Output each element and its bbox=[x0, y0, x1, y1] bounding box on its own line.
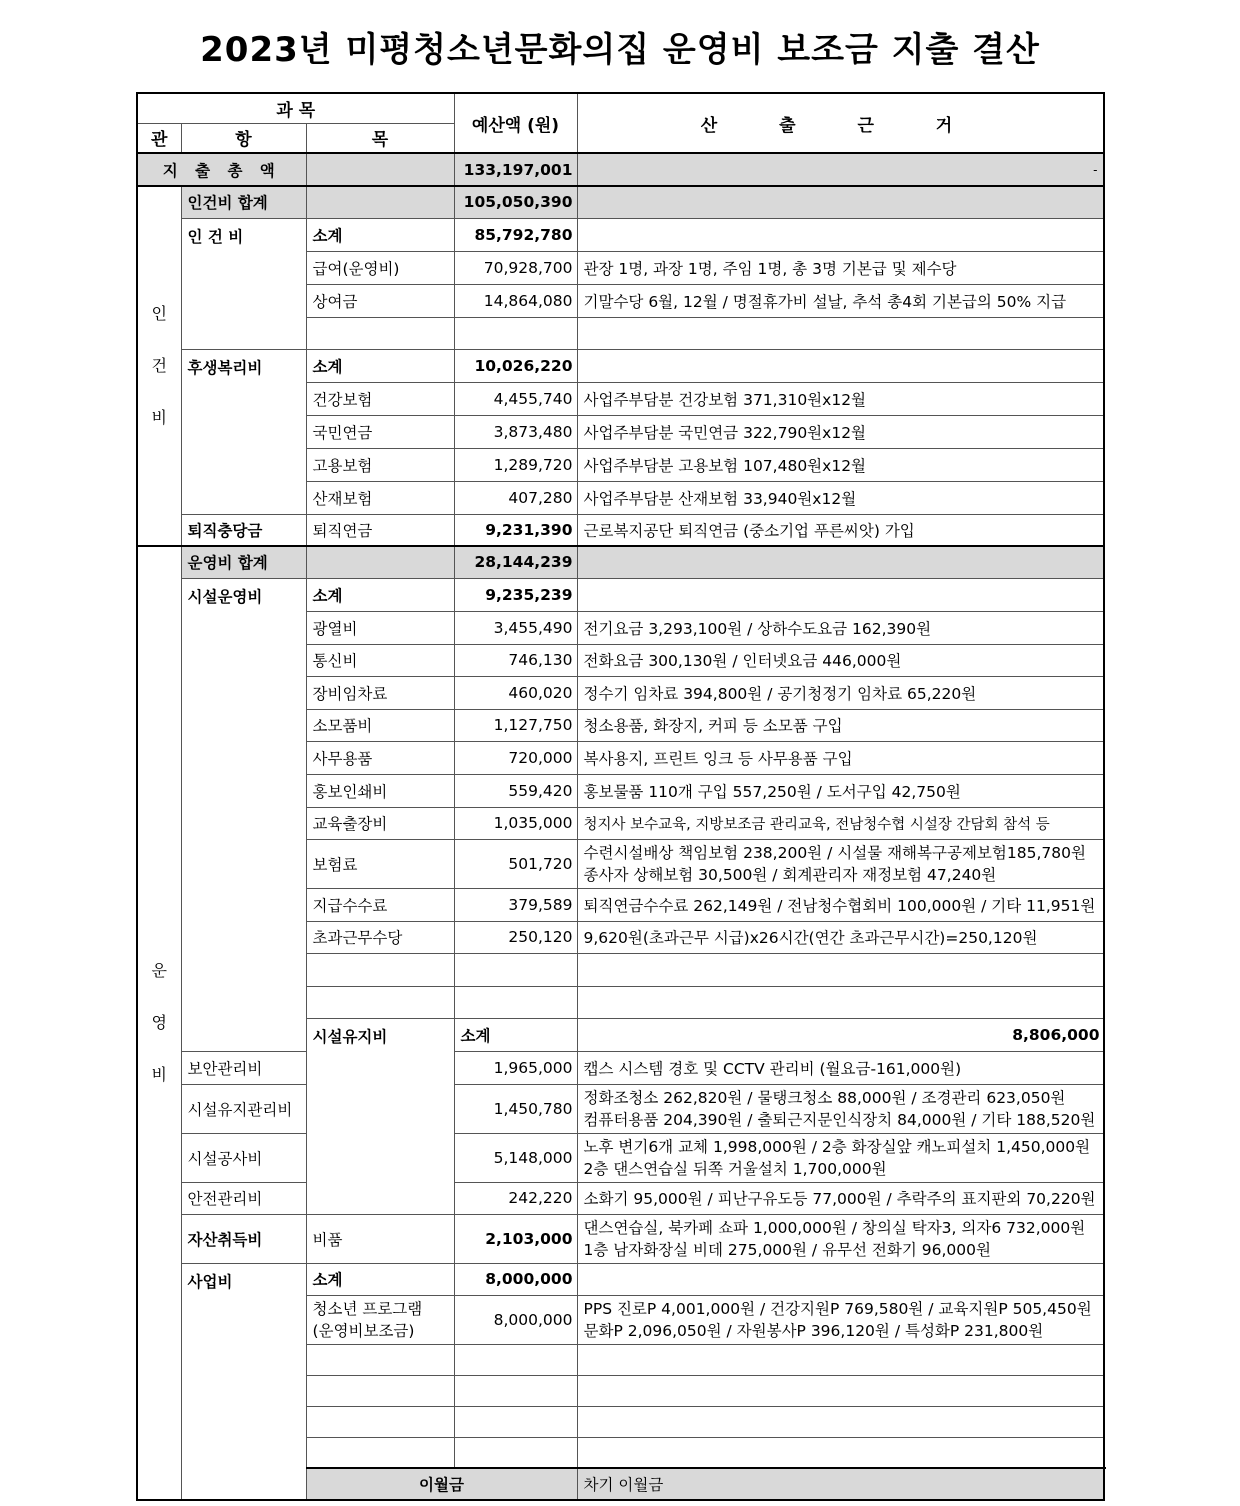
mok-subtotal: 소계 bbox=[306, 1263, 454, 1295]
amount-cell: 460,020 bbox=[454, 676, 577, 709]
table-row bbox=[137, 1051, 1104, 1084]
mok-cell: 홍보인쇄비 bbox=[306, 774, 454, 807]
basis-line: 1층 남자화장실 비데 275,000원 / 유무선 전화기 96,000원 bbox=[583, 1240, 991, 1259]
basis-line: 종사자 상해보험 30,500원 / 회계관리자 재정보험 47,240원 bbox=[583, 865, 997, 884]
table-row bbox=[137, 1182, 1104, 1214]
mok-cell: 급여(운영비) bbox=[306, 251, 454, 284]
total-row bbox=[137, 153, 1104, 186]
amount-cell: 250,120 bbox=[454, 921, 577, 953]
mok-cell: 지급수수료 bbox=[306, 888, 454, 921]
amount-cell: 70,928,700 bbox=[454, 251, 577, 284]
basis-cell: 전기요금 3,293,100원 / 상하수도요금 162,390원 bbox=[577, 611, 1104, 644]
mok-cell: 상여금 bbox=[306, 284, 454, 317]
mok-subtotal: 소계 bbox=[454, 1018, 577, 1051]
basis-cell: 캡스 시스템 경호 및 CCTV 관리비 (월요금-161,000원) bbox=[577, 1051, 1104, 1084]
assets-amount: 2,103,000 bbox=[454, 1214, 577, 1263]
mok-cell: 시설공사비 bbox=[181, 1133, 306, 1182]
salary-subtotal: 85,792,780 bbox=[454, 218, 577, 251]
mok-line: 청소년 프로그램 bbox=[312, 1299, 423, 1318]
facility-maint-subtotal: 8,806,000 bbox=[577, 1018, 1104, 1051]
mok-cell: 광열비 bbox=[306, 611, 454, 644]
basis-cell: 관장 1명, 과장 1명, 주임 1명, 총 3명 기본급 및 제수당 bbox=[577, 251, 1104, 284]
basis-cell: 근로복지공단 퇴직연금 (중소기업 푸른씨앗) 가입 bbox=[577, 514, 1104, 546]
mok-cell: 보험료 bbox=[306, 839, 454, 888]
basis-cell: 전화요금 300,130원 / 인터넷요금 446,000원 bbox=[577, 644, 1104, 676]
basis-cell: 사업주부담분 고용보험 107,480원x12월 bbox=[577, 448, 1104, 481]
program-subtotal-row bbox=[137, 1263, 1104, 1295]
basis-cell: 사업주부담분 국민연금 322,790원x12월 bbox=[577, 415, 1104, 448]
amount-cell: 3,873,480 bbox=[454, 415, 577, 448]
mok-cell: 건강보험 bbox=[306, 382, 454, 415]
basis-line: 문화P 2,096,050원 / 자원봉사P 396,120원 / 특성화P 231,800원 bbox=[583, 1321, 1044, 1340]
amount-cell: 407,280 bbox=[454, 481, 577, 514]
hang-salary: 인 건 비 bbox=[181, 218, 306, 349]
welfare-subtotal-row bbox=[137, 349, 1104, 382]
total-label: 지 출 총 액 bbox=[137, 153, 306, 186]
page-title: 2023년 미평청소년문화의집 운영비 보조금 지출 결산 bbox=[200, 30, 1040, 70]
header-budget: 예산액 (원) bbox=[454, 93, 577, 153]
basis-cell bbox=[577, 1133, 1104, 1182]
amount-cell: 14,864,080 bbox=[454, 284, 577, 317]
mok-subtotal: 소계 bbox=[306, 349, 454, 382]
header-row-1 bbox=[137, 93, 1104, 123]
mok-cell: 장비임차료 bbox=[306, 676, 454, 709]
amount-cell: 1,289,720 bbox=[454, 448, 577, 481]
hang-facility-ops: 시설운영비 bbox=[181, 578, 306, 1051]
basis-line: 댄스연습실, 북카페 쇼파 1,000,000원 / 창의실 탁자3, 의자6 732,000원 bbox=[583, 1218, 1086, 1237]
total-basis: - bbox=[577, 153, 1104, 186]
basis-cell: 소화기 95,000원 / 피난구유도등 77,000원 / 추락주의 표지판외 70,220원 bbox=[577, 1182, 1104, 1214]
mok-cell: 국민연금 bbox=[306, 415, 454, 448]
amount-cell: 4,455,740 bbox=[454, 382, 577, 415]
basis-cell bbox=[577, 839, 1104, 888]
basis-cell: 청소용품, 화장지, 커피 등 소모품 구입 bbox=[577, 709, 1104, 741]
gwan-personnel: 인 건 비 bbox=[137, 186, 181, 546]
basis-cell: 사업주부담분 산재보험 33,940원x12월 bbox=[577, 481, 1104, 514]
hang-retirement: 퇴직충당금 bbox=[181, 514, 306, 546]
mok-cell: 통신비 bbox=[306, 644, 454, 676]
basis-line: 컴퓨터용품 204,390원 / 출퇴근지문인식장치 84,000원 / 기타 188,520원 bbox=[583, 1110, 1096, 1129]
personnel-sum-row bbox=[137, 186, 1104, 218]
mok-cell: 퇴직연금 bbox=[306, 514, 454, 546]
header-mok: 목 bbox=[306, 123, 454, 153]
basis-cell: 청지사 보수교육, 지방보조금 관리교육, 전남청수협 시설장 간담회 참석 등 bbox=[577, 807, 1104, 839]
amount-cell: 242,220 bbox=[454, 1182, 577, 1214]
header-basis: 산 출 근 거 bbox=[577, 93, 1104, 153]
basis-cell: 복사용지, 프린트 잉크 등 사무용품 구입 bbox=[577, 741, 1104, 774]
mok-subtotal: 소계 bbox=[306, 578, 454, 611]
amount-cell: 501,720 bbox=[454, 839, 577, 888]
amount-cell: 1,965,000 bbox=[454, 1051, 577, 1084]
basis-cell: 퇴직연금수수료 262,149원 / 전남청수협회비 100,000원 / 기타 11,951원 bbox=[577, 888, 1104, 921]
table-row bbox=[137, 1133, 1104, 1182]
basis-line: 노후 변기6개 교체 1,998,000원 / 2층 화장실앞 캐노피설치 1,450,000원 bbox=[583, 1137, 1091, 1156]
personnel-sum-label: 인건비 합계 bbox=[181, 186, 306, 218]
operation-sum-label: 운영비 합계 bbox=[181, 546, 306, 578]
facility-ops-subtotal-row bbox=[137, 578, 1104, 611]
mok-cell: 안전관리비 bbox=[181, 1182, 306, 1214]
basis-cell: 9,620원(초과근무 시급)x26시간(연간 초과근무시간)=250,120원 bbox=[577, 921, 1104, 953]
hang-program: 사업비 bbox=[181, 1263, 306, 1500]
mok-cell: 시설유지관리비 bbox=[181, 1084, 306, 1133]
mok-cell: 고용보험 bbox=[306, 448, 454, 481]
basis-cell: 사업주부담분 건강보험 371,310원x12월 bbox=[577, 382, 1104, 415]
amount-cell: 720,000 bbox=[454, 741, 577, 774]
amount-cell: 1,035,000 bbox=[454, 807, 577, 839]
amount-cell: 1,450,780 bbox=[454, 1084, 577, 1133]
basis-cell: 기말수당 6월, 12월 / 명절휴가비 설날, 추석 총4회 기본급의 50% 지급 bbox=[577, 284, 1104, 317]
amount-cell: 559,420 bbox=[454, 774, 577, 807]
basis-cell: 정수기 임차료 394,800원 / 공기청정기 임차료 65,220원 bbox=[577, 676, 1104, 709]
mok-cell: 초과근무수당 bbox=[306, 921, 454, 953]
mok-cell: 보안관리비 bbox=[181, 1051, 306, 1084]
operation-sum-row bbox=[137, 546, 1104, 578]
mok-cell: 소모품비 bbox=[306, 709, 454, 741]
header-category: 과 목 bbox=[137, 93, 454, 123]
expenditure-table bbox=[136, 92, 1105, 1501]
hang-assets: 자산취득비 bbox=[181, 1214, 306, 1263]
basis-line: 수련시설배상 책임보험 238,200원 / 시설물 재해복구공제보험185,780원 bbox=[583, 843, 1086, 862]
mok-cell bbox=[306, 1295, 454, 1344]
basis-cell: 홍보물품 110개 구입 557,250원 / 도서구입 42,750원 bbox=[577, 774, 1104, 807]
basis-line: PPS 진로P 4,001,000원 / 건강지원P 769,580원 / 교육지원P 505,450원 bbox=[583, 1299, 1092, 1318]
carryover-label: 이월금 bbox=[306, 1468, 577, 1500]
hang-welfare: 후생복리비 bbox=[181, 349, 306, 514]
mok-cell: 교육출장비 bbox=[306, 807, 454, 839]
welfare-subtotal: 10,026,220 bbox=[454, 349, 577, 382]
basis-cell bbox=[577, 1214, 1104, 1263]
amount-cell: 746,130 bbox=[454, 644, 577, 676]
total-amount: 133,197,001 bbox=[454, 153, 577, 186]
header-gwan: 관 bbox=[137, 123, 181, 153]
mok-cell: 산재보험 bbox=[306, 481, 454, 514]
assets-row bbox=[137, 1214, 1104, 1263]
basis-line: 2층 댄스연습실 뒤쪽 거울설치 1,700,000원 bbox=[583, 1159, 887, 1178]
header-hang: 항 bbox=[181, 123, 306, 153]
salary-subtotal-row bbox=[137, 218, 1104, 251]
basis-cell bbox=[577, 1295, 1104, 1344]
mok-cell: 비품 bbox=[306, 1214, 454, 1263]
hang-facility-maint: 시설유지비 bbox=[306, 1018, 454, 1214]
mok-cell: 사무용품 bbox=[306, 741, 454, 774]
mok-subtotal: 소계 bbox=[306, 218, 454, 251]
table-row bbox=[137, 1084, 1104, 1133]
basis-line: 정화조청소 262,820원 / 물탱크청소 88,000원 / 조경관리 623,050원 bbox=[583, 1088, 1066, 1107]
amount-cell: 3,455,490 bbox=[454, 611, 577, 644]
amount-cell: 5,148,000 bbox=[454, 1133, 577, 1182]
personnel-sum-amount: 105,050,390 bbox=[454, 186, 577, 218]
amount-cell: 8,000,000 bbox=[454, 1295, 577, 1344]
operation-sum-amount: 28,144,239 bbox=[454, 546, 577, 578]
retirement-amount: 9,231,390 bbox=[454, 514, 577, 546]
amount-cell: 379,589 bbox=[454, 888, 577, 921]
gwan-operation: 운 영 비 bbox=[137, 546, 181, 1500]
retirement-row bbox=[137, 514, 1104, 546]
mok-cell: 차기 이월금 bbox=[577, 1468, 1104, 1500]
mok-line: (운영비보조금) bbox=[312, 1321, 415, 1340]
program-subtotal: 8,000,000 bbox=[454, 1263, 577, 1295]
basis-cell bbox=[577, 1084, 1104, 1133]
amount-cell: 1,127,750 bbox=[454, 709, 577, 741]
facility-ops-subtotal: 9,235,239 bbox=[454, 578, 577, 611]
